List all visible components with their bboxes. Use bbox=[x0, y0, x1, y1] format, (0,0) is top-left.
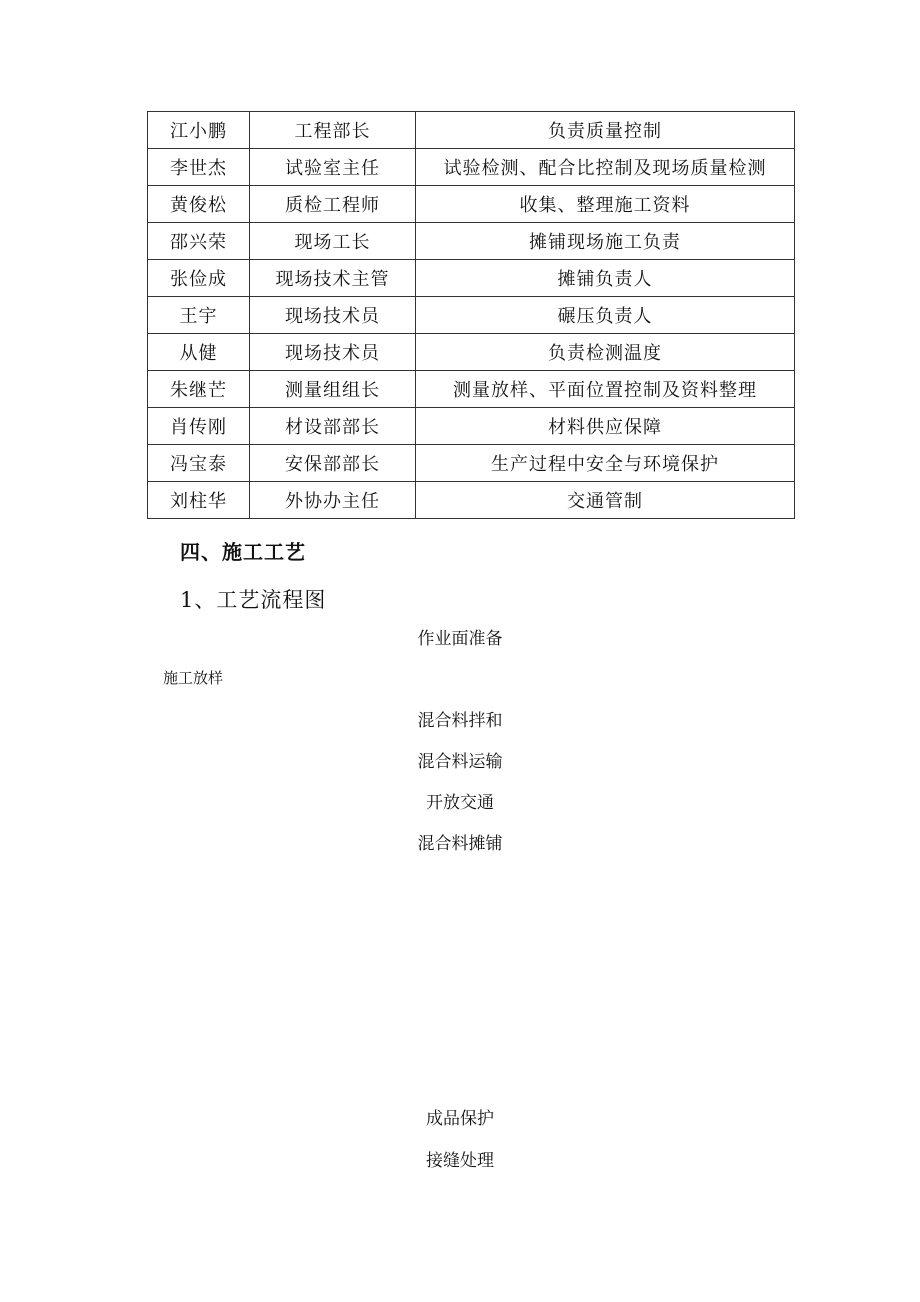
staff-position-cell: 现场技术主管 bbox=[250, 260, 416, 297]
staff-duty-cell: 碾压负责人 bbox=[416, 297, 795, 334]
staff-position-cell: 外协办主任 bbox=[250, 482, 416, 519]
staff-table-body bbox=[148, 112, 795, 519]
staff-name-cell: 张俭成 bbox=[148, 260, 250, 297]
table-row bbox=[148, 445, 795, 482]
section-heading: 四、施工工艺 bbox=[180, 540, 306, 564]
staff-position-cell: 安保部部长 bbox=[250, 445, 416, 482]
staff-duty-cell: 负责检测温度 bbox=[416, 334, 795, 371]
staff-name-cell: 黄俊松 bbox=[148, 186, 250, 223]
staff-duty-cell: 收集、整理施工资料 bbox=[416, 186, 795, 223]
staff-name-cell: 从健 bbox=[148, 334, 250, 371]
table-row bbox=[148, 223, 795, 260]
table-row bbox=[148, 112, 795, 149]
table-row bbox=[148, 482, 795, 519]
table-row bbox=[148, 371, 795, 408]
staff-position-cell: 材设部部长 bbox=[250, 408, 416, 445]
table-row bbox=[148, 260, 795, 297]
table-row bbox=[148, 297, 795, 334]
staff-position-cell: 试验室主任 bbox=[250, 149, 416, 186]
staff-duty-cell: 材料供应保障 bbox=[416, 408, 795, 445]
flow-step: 作业面准备 bbox=[417, 629, 503, 649]
flow-step: 接缝处理 bbox=[426, 1151, 494, 1171]
flow-step: 施工放样 bbox=[163, 669, 224, 687]
table-row bbox=[148, 149, 795, 186]
staff-name-cell: 冯宝泰 bbox=[148, 445, 250, 482]
staff-duty-cell: 摊铺现场施工负责 bbox=[416, 223, 795, 260]
flow-step: 成品保护 bbox=[426, 1109, 494, 1129]
staff-position-cell: 测量组组长 bbox=[250, 371, 416, 408]
staff-name-cell: 肖传刚 bbox=[148, 408, 250, 445]
staff-name-cell: 江小鹏 bbox=[148, 112, 250, 149]
staff-position-cell: 质检工程师 bbox=[250, 186, 416, 223]
flow-step: 混合料拌和 bbox=[417, 711, 503, 731]
staff-name-cell: 朱继芒 bbox=[148, 371, 250, 408]
staff-duty-cell: 试验检测、配合比控制及现场质量检测 bbox=[416, 149, 795, 186]
staff-name-cell: 王宇 bbox=[148, 297, 250, 334]
staff-position-cell: 工程部长 bbox=[250, 112, 416, 149]
flow-step: 混合料摊铺 bbox=[417, 834, 503, 854]
staff-duty-cell: 测量放样、平面位置控制及资料整理 bbox=[416, 371, 795, 408]
staff-duty-cell: 生产过程中安全与环境保护 bbox=[416, 445, 795, 482]
staff-name-cell: 刘柱华 bbox=[148, 482, 250, 519]
subsection-heading: 1、工艺流程图 bbox=[180, 588, 327, 612]
staff-position-cell: 现场技术员 bbox=[250, 297, 416, 334]
table-row bbox=[148, 334, 795, 371]
staff-table bbox=[147, 111, 795, 519]
staff-name-cell: 李世杰 bbox=[148, 149, 250, 186]
staff-position-cell: 现场技术员 bbox=[250, 334, 416, 371]
table-row bbox=[148, 408, 795, 445]
staff-name-cell: 邵兴荣 bbox=[148, 223, 250, 260]
staff-position-cell: 现场工长 bbox=[250, 223, 416, 260]
table-row bbox=[148, 186, 795, 223]
flow-step: 开放交通 bbox=[426, 793, 494, 813]
flow-step: 混合料运输 bbox=[417, 752, 503, 772]
staff-duty-cell: 负责质量控制 bbox=[416, 112, 795, 149]
staff-duty-cell: 交通管制 bbox=[416, 482, 795, 519]
staff-duty-cell: 摊铺负责人 bbox=[416, 260, 795, 297]
